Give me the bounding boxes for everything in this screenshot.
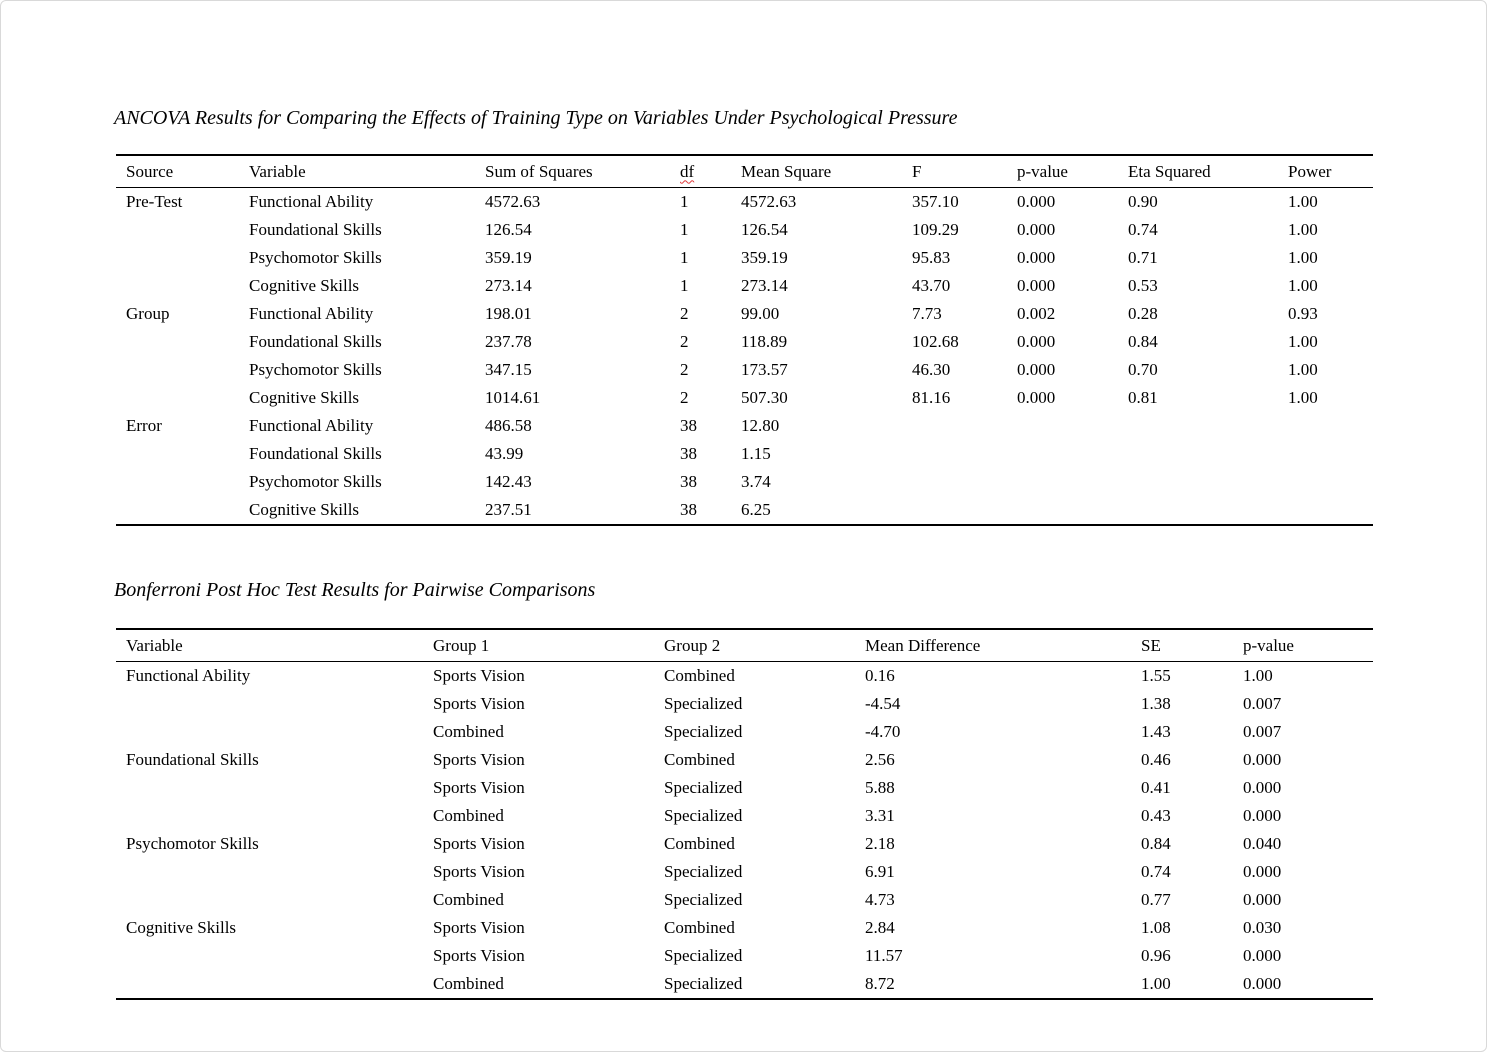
- table-cell: 1.00: [1288, 360, 1318, 379]
- table-cell: Psychomotor Skills: [249, 248, 382, 267]
- table-row: [116, 384, 1373, 412]
- table-cell: [1118, 496, 1278, 525]
- table-cell: 2: [680, 388, 689, 407]
- table-cell: 118.89: [741, 332, 788, 351]
- table-row: [116, 412, 1373, 440]
- table-cell: [116, 496, 239, 525]
- table-cell: 0.000: [1017, 276, 1056, 295]
- table-cell: [902, 468, 1007, 496]
- table-cell: [1278, 468, 1373, 496]
- table-cell: [116, 468, 239, 496]
- col-header-mean-square: Mean Square: [731, 155, 902, 188]
- table-cell: 0.000: [1017, 248, 1056, 267]
- table-cell: [1118, 440, 1278, 468]
- header-row: [116, 155, 1373, 188]
- table-cell: [116, 858, 423, 886]
- table-cell: Cognitive Skills: [249, 388, 360, 407]
- table-cell: Cognitive Skills: [239, 496, 475, 525]
- table-cell: [116, 216, 239, 244]
- table-cell: 2.84: [865, 918, 895, 937]
- table-cell: 1: [680, 248, 689, 267]
- table-cell: Combined: [664, 750, 735, 769]
- table-cell: 0.000: [1243, 890, 1282, 909]
- table-cell: 1.15: [741, 444, 771, 463]
- table-cell: 6.25: [731, 496, 902, 525]
- table-cell: 1: [680, 192, 689, 211]
- table-cell: 359.19: [485, 248, 532, 267]
- table-cell: 0.000: [1243, 806, 1282, 825]
- table-cell: 1.55: [1141, 666, 1171, 685]
- table-cell: 357.10: [912, 192, 959, 211]
- table-cell: 0.16: [865, 666, 895, 685]
- table-cell: 95.83: [912, 248, 951, 267]
- table-row: [116, 802, 1373, 830]
- table-cell: 1.43: [1141, 722, 1171, 741]
- table-cell: 1.08: [1141, 918, 1171, 937]
- table-cell: [116, 942, 423, 970]
- table-cell: 0.77: [1141, 890, 1171, 909]
- col-header-group-1: Group 1: [423, 629, 654, 662]
- table-cell: 1.00: [1131, 970, 1233, 999]
- table-cell: 507.30: [741, 388, 788, 407]
- table-row: [116, 188, 1373, 217]
- table-cell: 38: [680, 444, 697, 463]
- table-cell: [116, 440, 239, 468]
- table-cell: Specialized: [664, 890, 743, 909]
- table-cell: 0.41: [1141, 778, 1171, 797]
- table-cell: [1007, 468, 1118, 496]
- table-cell: Specialized: [654, 970, 855, 999]
- table-cell: Combined: [664, 666, 735, 685]
- table-cell: -4.70: [865, 722, 901, 741]
- table-cell: 0.84: [1141, 834, 1171, 853]
- table-cell: 1.00: [1288, 248, 1318, 267]
- table-cell: 0.46: [1141, 750, 1171, 769]
- table-cell: Cognitive Skills: [249, 276, 360, 295]
- table-cell: 0.000: [1017, 388, 1056, 407]
- ancova-table-body: [116, 188, 1373, 526]
- table-row: [116, 496, 1373, 525]
- bonferroni-table-header: [116, 629, 1373, 662]
- table-cell: Foundational Skills: [249, 332, 382, 351]
- table-cell: 0.74: [1141, 862, 1171, 881]
- table-cell: 38: [670, 496, 731, 525]
- table-cell: Combined: [433, 806, 504, 825]
- table-cell: Sports Vision: [433, 946, 525, 965]
- table-cell: 0.000: [1243, 946, 1282, 965]
- table-cell: 5.88: [865, 778, 895, 797]
- table-cell: Specialized: [664, 722, 743, 741]
- ancova-table: [116, 154, 1373, 526]
- table-cell: [902, 440, 1007, 468]
- table-cell: [1278, 496, 1373, 525]
- table-cell: 0.70: [1128, 360, 1158, 379]
- bonferroni-table-caption: Bonferroni Post Hoc Test Results for Pairwise Comparisons: [114, 579, 596, 601]
- table-cell: Foundational Skills: [249, 220, 382, 239]
- table-row: [116, 328, 1373, 356]
- table-cell: 0.96: [1141, 946, 1171, 965]
- table-cell: 237.51: [475, 496, 670, 525]
- table-cell: [116, 384, 239, 412]
- table-row: [116, 468, 1373, 496]
- table-row: [116, 356, 1373, 384]
- table-cell: [1007, 440, 1118, 468]
- table-row: [116, 970, 1373, 999]
- table-cell: 198.01: [485, 304, 532, 323]
- table-cell: 4572.63: [741, 192, 797, 211]
- table-cell: 0.000: [1017, 360, 1056, 379]
- table-row: [116, 300, 1373, 328]
- table-cell: 0.93: [1288, 304, 1318, 323]
- table-cell: 142.43: [485, 472, 532, 491]
- table-cell: 1.38: [1141, 694, 1171, 713]
- table-row: [116, 244, 1373, 272]
- table-cell: Psychomotor Skills: [126, 834, 259, 853]
- table-cell: 126.54: [485, 220, 532, 239]
- table-cell: 0.007: [1243, 722, 1282, 741]
- table-row: [116, 830, 1373, 858]
- table-cell: [116, 244, 239, 272]
- table-cell: Cognitive Skills: [126, 918, 237, 937]
- col-header-power: Power: [1278, 155, 1373, 188]
- table-cell: [1278, 440, 1373, 468]
- header-row: [116, 629, 1373, 662]
- table-cell: 0.28: [1128, 304, 1158, 323]
- table-cell: 38: [680, 416, 697, 435]
- table-cell: 1: [680, 276, 689, 295]
- table-cell: Specialized: [664, 946, 743, 965]
- table-cell: 1.00: [1243, 666, 1273, 685]
- table-cell: 6.91: [865, 862, 895, 881]
- table-cell: Sports Vision: [433, 750, 525, 769]
- table-cell: 0.000: [1243, 750, 1282, 769]
- table-cell: Combined: [664, 834, 735, 853]
- table-cell: 0.81: [1128, 388, 1158, 407]
- table-cell: [1278, 412, 1373, 440]
- table-cell: 1: [680, 220, 689, 239]
- table-cell: Functional Ability: [126, 666, 251, 685]
- bonferroni-table-body: [116, 662, 1373, 1000]
- table-cell: Specialized: [664, 694, 743, 713]
- table-cell: 2: [680, 360, 689, 379]
- table-cell: 2.56: [865, 750, 895, 769]
- table-cell: 0.000: [1017, 192, 1056, 211]
- table-cell: Error: [126, 416, 162, 435]
- table-cell: [902, 412, 1007, 440]
- col-header-se: SE: [1131, 629, 1233, 662]
- col-header-p-value: p-value: [1007, 155, 1118, 188]
- table-cell: Foundational Skills: [126, 750, 259, 769]
- table-cell: 359.19: [741, 248, 788, 267]
- spellcheck-flagged-text: df: [680, 161, 695, 181]
- table-row: [116, 942, 1373, 970]
- col-header-f: F: [902, 155, 1007, 188]
- table-row: [116, 718, 1373, 746]
- table-cell: 0.000: [1017, 220, 1056, 239]
- table-cell: 486.58: [485, 416, 532, 435]
- table-cell: 43.99: [485, 444, 524, 463]
- table-cell: Sports Vision: [433, 918, 525, 937]
- ancova-table-caption: ANCOVA Results for Comparing the Effects of Training Type on Variables Under Psychological Pressure: [114, 107, 958, 129]
- table-cell: [116, 328, 239, 356]
- col-header-source: Source: [116, 155, 239, 188]
- table-cell: [1118, 468, 1278, 496]
- table-cell: [116, 356, 239, 384]
- table-cell: Combined: [664, 918, 735, 937]
- table-cell: Sports Vision: [433, 666, 525, 685]
- table-cell: 0.53: [1128, 276, 1158, 295]
- table-cell: Specialized: [664, 806, 743, 825]
- table-cell: 3.74: [741, 472, 771, 491]
- table-cell: Combined: [433, 722, 504, 741]
- table-cell: 1.00: [1288, 220, 1318, 239]
- table-cell: 273.14: [485, 276, 532, 295]
- ancova-table-header: [116, 155, 1373, 188]
- table-cell: Specialized: [664, 778, 743, 797]
- table-cell: [902, 496, 1007, 525]
- table-cell: [1118, 412, 1278, 440]
- col-header-variable: Variable: [116, 629, 423, 662]
- table-cell: 0.040: [1243, 834, 1282, 853]
- table-cell: 0.000: [1243, 778, 1282, 797]
- table-cell: [1007, 412, 1118, 440]
- table-cell: 0.000: [1243, 862, 1282, 881]
- table-cell: 4.73: [865, 890, 895, 909]
- table-cell: Psychomotor Skills: [249, 360, 382, 379]
- table-cell: 0.43: [1141, 806, 1171, 825]
- table-cell: 1.00: [1288, 192, 1318, 211]
- col-header-p-value: p-value: [1233, 629, 1373, 662]
- col-header-mean-difference: Mean Difference: [855, 629, 1131, 662]
- table-cell: 1014.61: [485, 388, 541, 407]
- table-cell: 237.78: [485, 332, 532, 351]
- table-cell: 126.54: [741, 220, 788, 239]
- table-row: [116, 272, 1373, 300]
- table-cell: 0.007: [1243, 694, 1282, 713]
- table-cell: 46.30: [912, 360, 951, 379]
- table-cell: [116, 718, 423, 746]
- table-cell: [116, 272, 239, 300]
- table-cell: 273.14: [741, 276, 788, 295]
- table-cell: 1.00: [1288, 276, 1318, 295]
- table-cell: [1007, 496, 1118, 525]
- table-row: [116, 746, 1373, 774]
- table-row: [116, 216, 1373, 244]
- table-cell: 109.29: [912, 220, 959, 239]
- table-cell: [116, 802, 423, 830]
- table-cell: 0.000: [1233, 970, 1373, 999]
- bonferroni-table: [116, 628, 1373, 1000]
- table-cell: [116, 970, 423, 999]
- table-cell: 4572.63: [485, 192, 541, 211]
- table-cell: 0.74: [1128, 220, 1158, 239]
- table-cell: 0.000: [1017, 332, 1056, 351]
- table-cell: 0.84: [1128, 332, 1158, 351]
- table-cell: 1.00: [1288, 388, 1318, 407]
- table-row: [116, 886, 1373, 914]
- table-cell: Functional Ability: [249, 304, 374, 323]
- table-cell: Psychomotor Skills: [249, 472, 382, 491]
- table-cell: Functional Ability: [249, 416, 374, 435]
- table-cell: 2: [680, 332, 689, 351]
- table-cell: 38: [680, 472, 697, 491]
- table-cell: [116, 690, 423, 718]
- table-cell: 81.16: [912, 388, 951, 407]
- table-cell: Sports Vision: [433, 862, 525, 881]
- table-row: [116, 914, 1373, 942]
- table-cell: Combined: [433, 890, 504, 909]
- col-header-sum-of-squares: Sum of Squares: [475, 155, 670, 188]
- table-cell: Combined: [423, 970, 654, 999]
- col-header-group-2: Group 2: [654, 629, 855, 662]
- table-row: [116, 662, 1373, 691]
- table-cell: 7.73: [912, 304, 942, 323]
- table-cell: 12.80: [741, 416, 780, 435]
- table-cell: Specialized: [664, 862, 743, 881]
- table-cell: 173.57: [741, 360, 788, 379]
- col-header-df: [670, 155, 731, 188]
- table-cell: Sports Vision: [433, 834, 525, 853]
- table-cell: -4.54: [865, 694, 901, 713]
- table-row: [116, 690, 1373, 718]
- table-row: [116, 440, 1373, 468]
- table-cell: 3.31: [865, 806, 895, 825]
- table-cell: 0.002: [1017, 304, 1056, 323]
- table-cell: [116, 886, 423, 914]
- table-cell: Pre-Test: [126, 192, 183, 211]
- table-cell: Sports Vision: [433, 694, 525, 713]
- table-row: [116, 774, 1373, 802]
- table-row: [116, 858, 1373, 886]
- table-cell: 0.90: [1128, 192, 1158, 211]
- table-cell: 2.18: [865, 834, 895, 853]
- table-cell: 11.57: [865, 946, 903, 965]
- table-cell: 43.70: [912, 276, 951, 295]
- table-cell: [116, 774, 423, 802]
- table-cell: Group: [126, 304, 170, 323]
- table-cell: 0.030: [1243, 918, 1282, 937]
- table-cell: 99.00: [741, 304, 780, 323]
- col-header-eta-squared: Eta Squared: [1118, 155, 1278, 188]
- table-cell: 1.00: [1288, 332, 1318, 351]
- table-cell: 102.68: [912, 332, 959, 351]
- table-cell: Foundational Skills: [249, 444, 382, 463]
- table-cell: Functional Ability: [249, 192, 374, 211]
- table-cell: 2: [680, 304, 689, 323]
- table-cell: Sports Vision: [433, 778, 525, 797]
- col-header-variable: Variable: [239, 155, 475, 188]
- table-cell: 0.71: [1128, 248, 1158, 267]
- table-cell: 347.15: [485, 360, 532, 379]
- table-cell: 8.72: [855, 970, 1131, 999]
